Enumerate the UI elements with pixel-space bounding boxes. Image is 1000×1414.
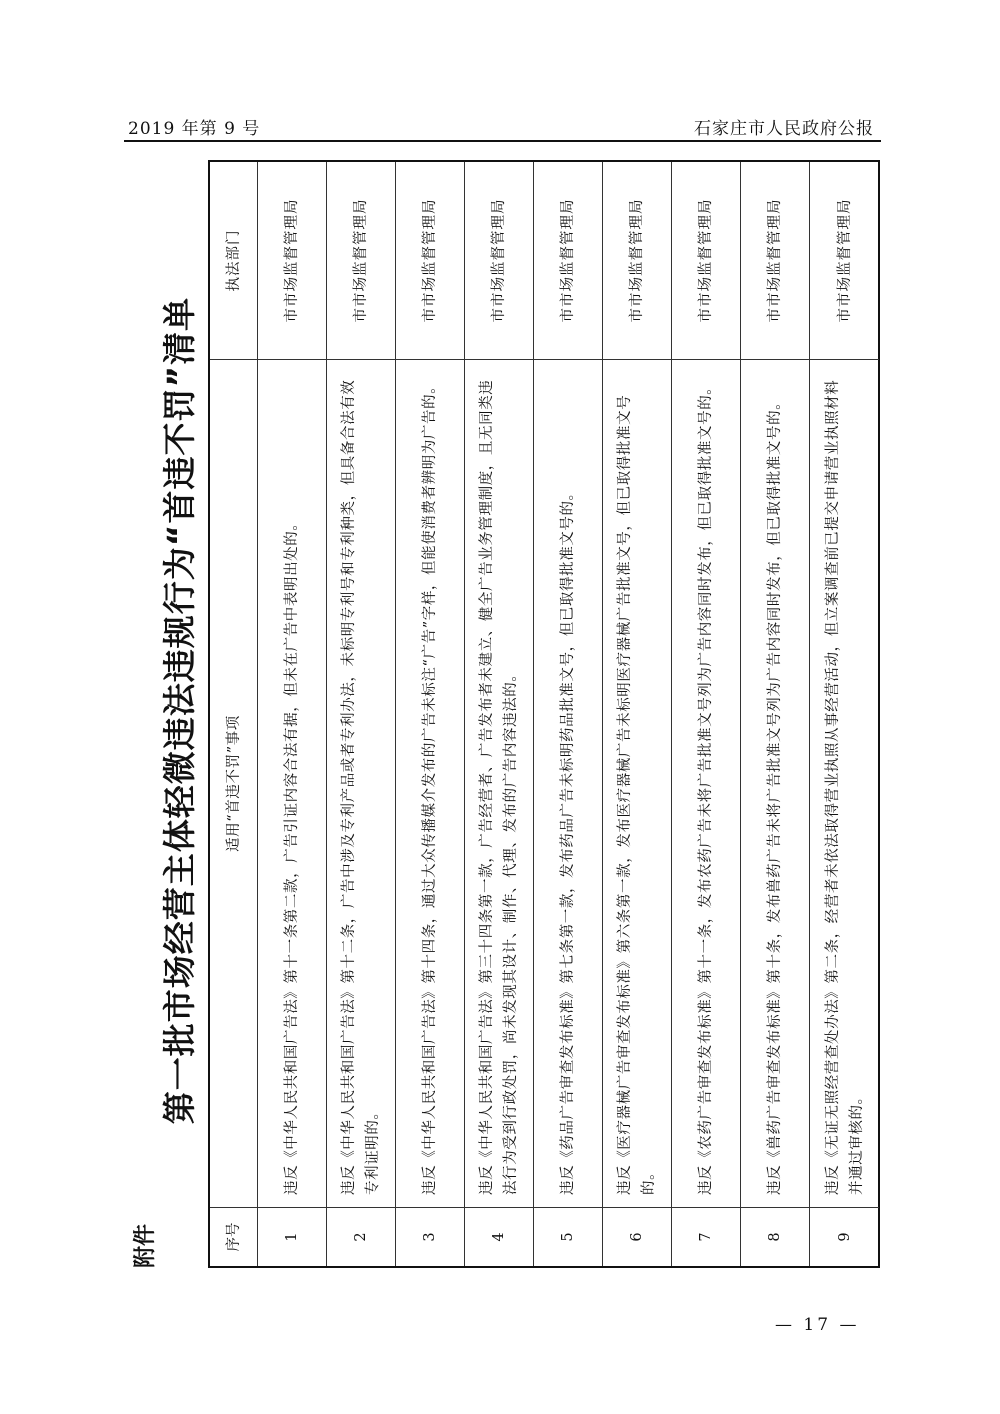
table-row — [810, 162, 879, 1266]
row-number: 2 — [327, 1207, 395, 1266]
table-row — [396, 162, 465, 1266]
row-department: 市市场监督管理局 — [491, 198, 507, 323]
row-item: 违反《中华人民共和国广告法》第十二条，广告中涉及专利产品或者专利办法，未标明专利号和专利种类，但具备合法有效专利证明的。 — [327, 359, 395, 1207]
table-row — [603, 162, 672, 1266]
row-number: 4 — [465, 1207, 533, 1266]
header-item: 适用“首违不罚”事项 — [210, 359, 257, 1207]
row-department: 市市场监督管理局 — [560, 198, 576, 323]
row-number: 5 — [534, 1207, 602, 1266]
row-item: 违反《无证无照经营查处办法》第二条，经营者未依法取得营业执照从事经营活动，但立案调查前已提交申请营业执照材料并通过审核的。 — [810, 359, 879, 1207]
header-number: 序号 — [210, 1207, 257, 1266]
row-item: 违反《医疗器械广告审查发布标准》第六条第一款，发布医疗器械广告未标明医疗器械广告批准文号，但已取得批准文号的。 — [603, 359, 671, 1207]
row-department: 市市场监督管理局 — [353, 198, 369, 323]
row-item: 违反《兽药广告审查发布标准》第十条，发布兽药广告未将广告批准文号列为广告内容同时发布，但已取得批准文号的。 — [741, 359, 809, 1207]
row-item: 违反《药品广告审查发布标准》第七条第一款，发布药品广告未标明药品批准文号，但已取得批准文号的。 — [534, 359, 602, 1207]
rotated-page-content — [126, 153, 886, 1268]
row-item: 违反《中华人民共和国广告法》第三十四条第一款，广告经营者、广告发布者未建立、健全广告业务管理制度，且无同类违法行为受到行政处罚，尚未发现其设计、制作、代理、发布的广告内容违法的。 — [465, 359, 533, 1207]
table-row — [534, 162, 603, 1266]
row-number: 7 — [672, 1207, 740, 1266]
row-number: 8 — [741, 1207, 809, 1266]
row-number: 9 — [810, 1207, 879, 1266]
row-department: 市市场监督管理局 — [629, 198, 645, 323]
table-row — [741, 162, 810, 1266]
row-item: 违反《中华人民共和国广告法》第十一条第二款，广告引证内容合法有据，但未在广告中表明出处的。 — [258, 359, 326, 1207]
page-number: — 17 — — [775, 1315, 860, 1335]
table-header-row — [210, 162, 258, 1266]
table-row — [465, 162, 534, 1266]
table-row — [258, 162, 327, 1266]
row-item: 违反《中华人民共和国广告法》第十四条，通过大众传播媒介发布的广告未标注“广告”字样，但能使消费者辨明为广告的。 — [396, 359, 464, 1207]
attachment-label: 附件 — [133, 1223, 158, 1268]
publication-name: 石家庄市人民政府公报 — [694, 119, 874, 139]
table-row — [327, 162, 396, 1266]
row-department: 市市场监督管理局 — [422, 198, 438, 323]
header-divider — [124, 140, 881, 142]
row-department: 市市场监督管理局 — [836, 198, 853, 323]
row-number: 6 — [603, 1207, 671, 1266]
table-row — [672, 162, 741, 1266]
row-department: 市市场监督管理局 — [698, 198, 714, 323]
row-item: 违反《农药广告审查发布标准》第十一条，发布农药广告未将广告批准文号列为广告内容同时发布，但已取得批准文号的。 — [672, 359, 740, 1207]
row-number: 1 — [258, 1207, 326, 1266]
document-title: 第一批市场经营主体轻微违法违规行为“首违不罚”清单 — [160, 296, 199, 1125]
row-department: 市市场监督管理局 — [767, 198, 783, 323]
row-department: 市市场监督管理局 — [284, 198, 300, 323]
header-department: 执法部门 — [225, 229, 242, 292]
row-number: 3 — [396, 1207, 464, 1266]
violations-table — [208, 160, 880, 1268]
issue-number: 2019 年第 9 号 — [128, 119, 261, 139]
